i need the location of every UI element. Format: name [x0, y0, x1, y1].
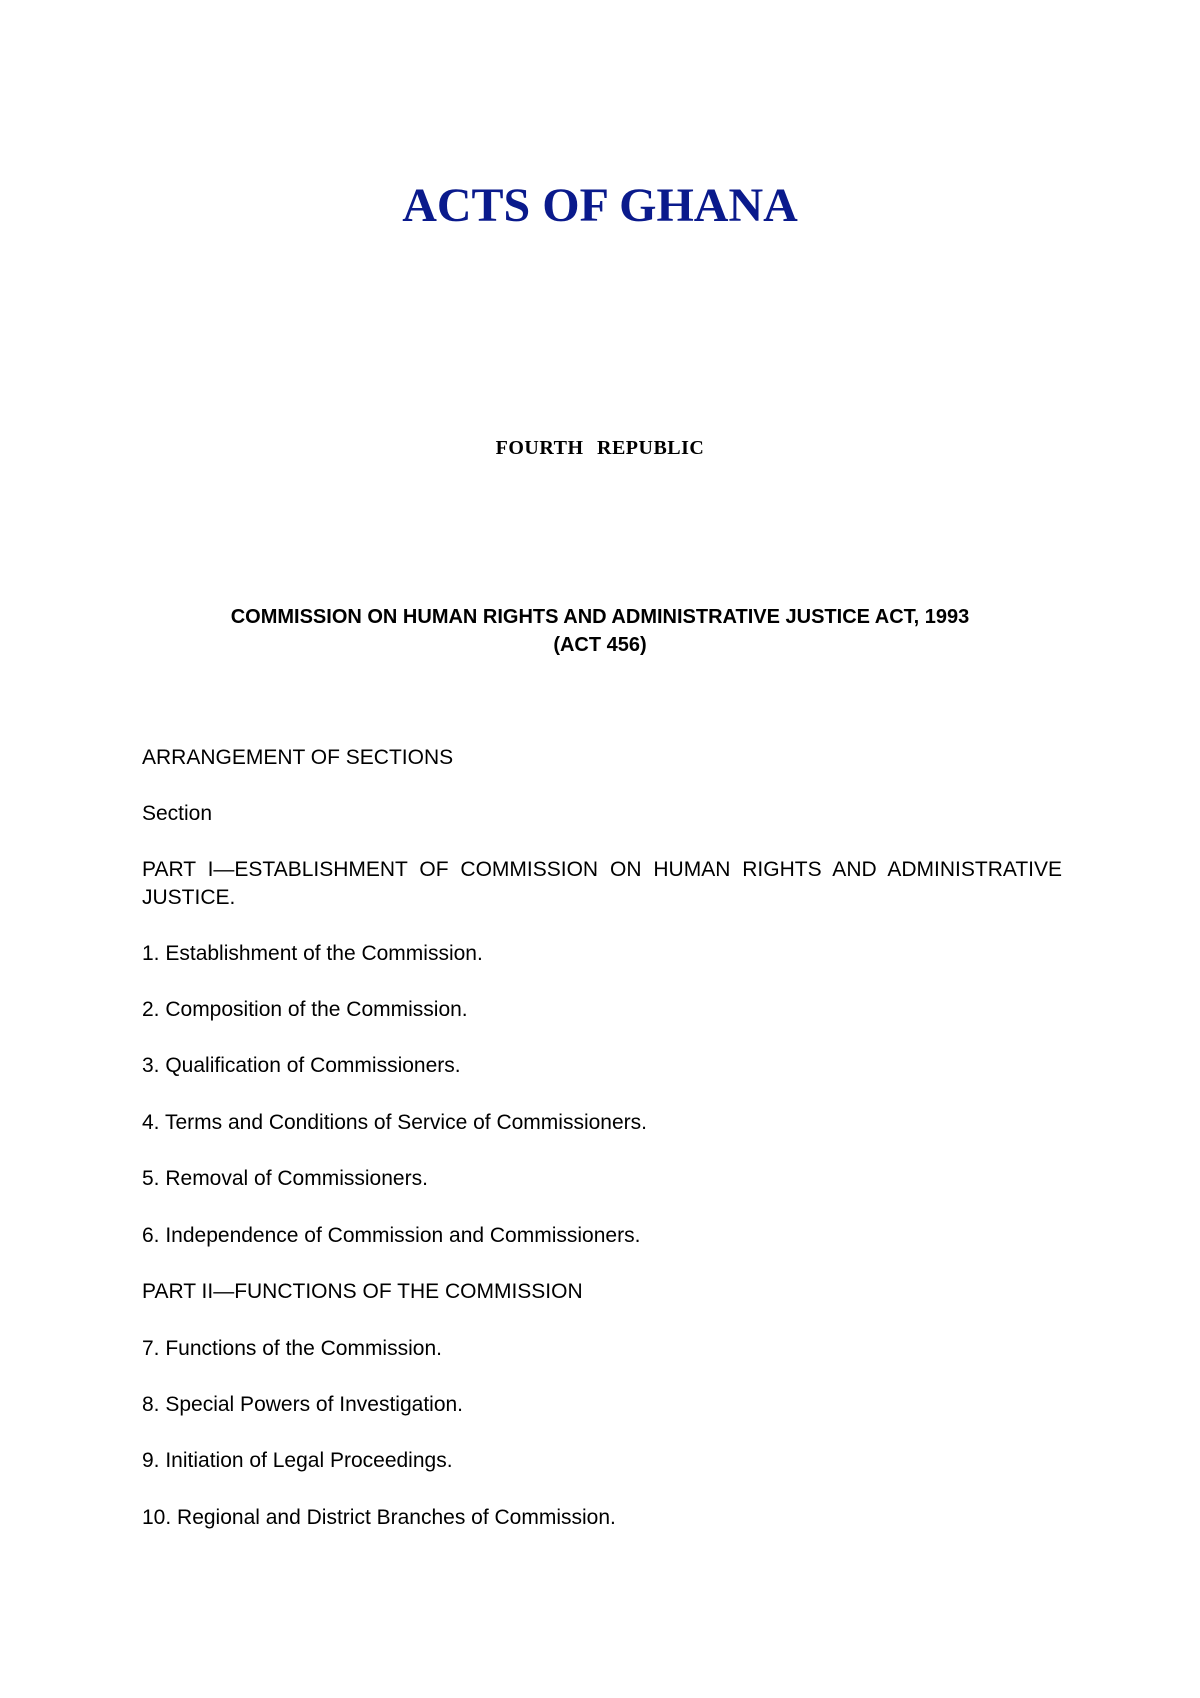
toc-item: 1. Establishment of the Commission. — [142, 942, 483, 965]
toc-item: 10. Regional and District Branches of Commission. — [142, 1506, 616, 1529]
toc-item: 3. Qualification of Commissioners. — [142, 1054, 461, 1077]
toc-item: 8. Special Powers of Investigation. — [142, 1393, 464, 1416]
toc-item: 7. Functions of the Commission. — [142, 1337, 442, 1360]
republic-heading: FOURTH REPUBLIC — [495, 437, 705, 459]
act-title-line-2: (ACT 456) — [553, 634, 647, 656]
part-1-heading: PART I—ESTABLISHMENT OF COMMISSION ON HUMAN RIGHTS AND ADMINISTRATIVE JUSTICE. — [142, 858, 1062, 909]
toc-item: 5. Removal of Commissioners. — [142, 1167, 428, 1190]
part-2-heading: PART II—FUNCTIONS OF THE COMMISSION — [142, 1280, 583, 1303]
toc-item: 4. Terms and Conditions of Service of Commissioners. — [142, 1111, 647, 1134]
document-main-title: ACTS OF GHANA — [402, 179, 798, 232]
act-title — [0, 603, 1200, 659]
toc-item: 6. Independence of Commission and Commissioners. — [142, 1224, 641, 1247]
toc-item: 9. Initiation of Legal Proceedings. — [142, 1449, 453, 1472]
toc-item: 2. Composition of the Commission. — [142, 998, 468, 1021]
section-label: Section — [142, 802, 213, 825]
arrangement-heading: ARRANGEMENT OF SECTIONS — [142, 746, 454, 769]
act-title-line-1: COMMISSION ON HUMAN RIGHTS AND ADMINISTRATIVE JUSTICE ACT, 1993 — [230, 606, 970, 628]
